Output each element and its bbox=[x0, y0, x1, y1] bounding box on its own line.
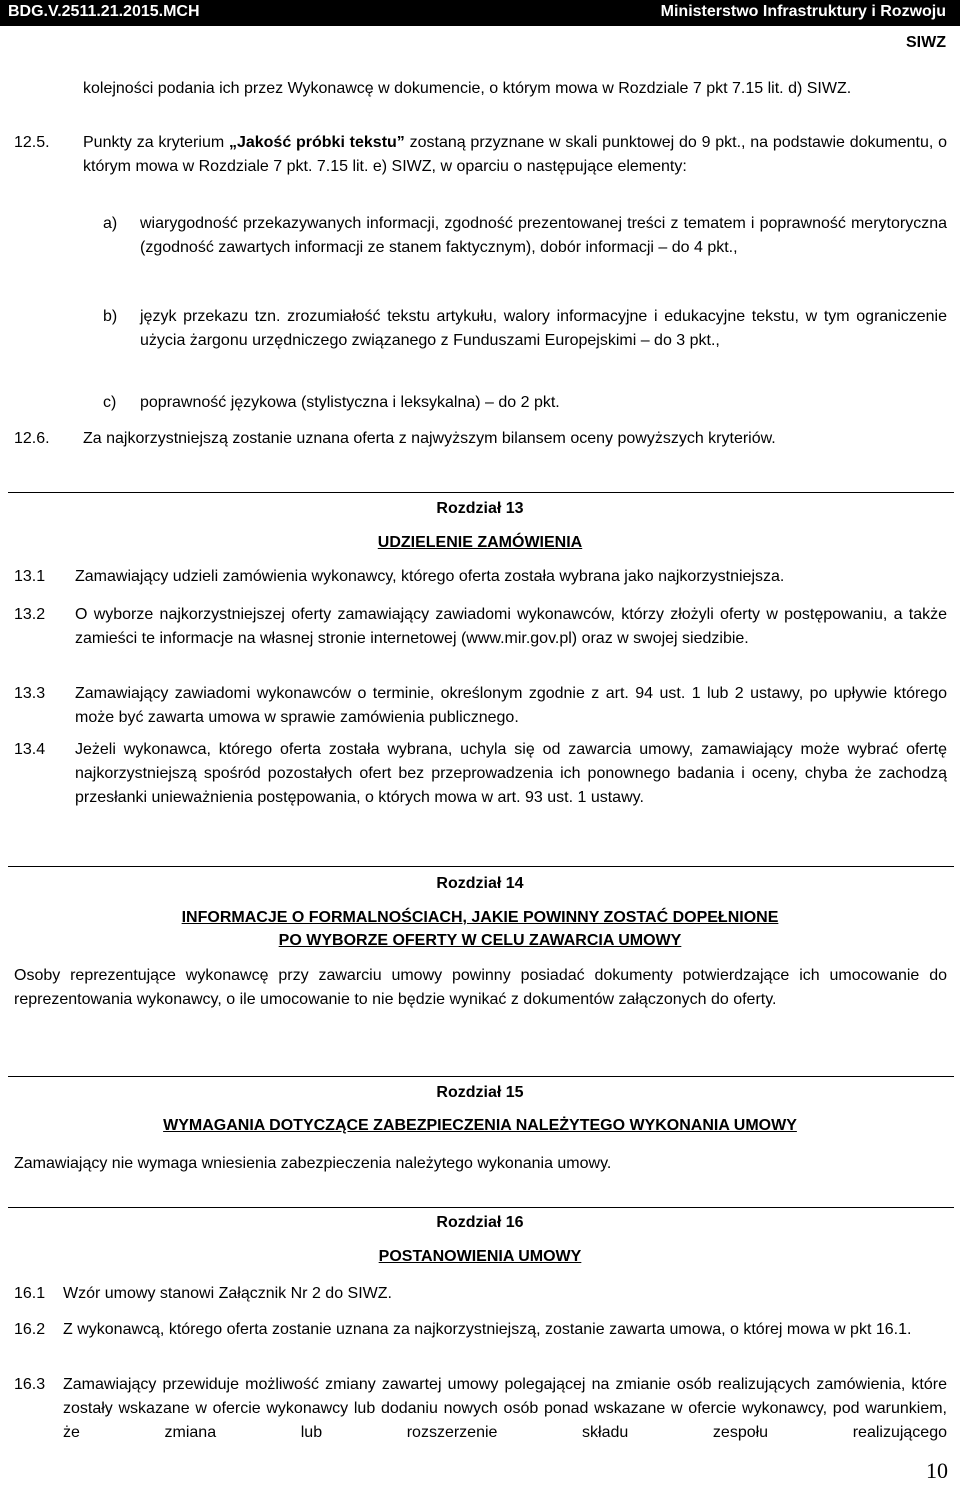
chapter-divider bbox=[8, 492, 954, 493]
item-number: 13.3 bbox=[14, 685, 46, 702]
chapter-14-title-line-1: INFORMACJE O FORMALNOŚCIACH, JAKIE POWINNY ZOSTAĆ DOPEŁNIONE bbox=[181, 909, 779, 926]
chapter-15-title: WYMAGANIA DOTYCZĄCE ZABEZPIECZENIA NALEŻYTEGO WYKONANIA UMOWY bbox=[163, 1117, 797, 1134]
chapter-divider bbox=[8, 1076, 954, 1077]
list-label-c: c) bbox=[103, 394, 117, 411]
chapter-divider bbox=[8, 1207, 954, 1208]
list-item-c: poprawność językowa (stylistyczna i leksykalna) – do 2 pkt. bbox=[140, 394, 560, 411]
document-type: SIWZ bbox=[906, 34, 946, 51]
list-item-b: język przekazu tzn. zrozumiałość tekstu artykułu, walory informacyjne i edukacyjne tekstu, w tym ograniczenie użycia żargonu urzędniczego związanego z Funduszami Europejskimi – do 3 pkt., bbox=[140, 308, 947, 349]
page-header bbox=[0, 0, 960, 26]
chapter-14-title-line-2: PO WYBORZE OFERTY W CELU ZAWARCIA UMOWY bbox=[278, 932, 682, 949]
item-number-12-6: 12.6. bbox=[14, 430, 50, 447]
chapter-16-title: POSTANOWIENIA UMOWY bbox=[378, 1248, 582, 1265]
item-text-13-3: Zamawiający zawiadomi wykonawców o terminie, określonym zgodnie z art. 94 ust. 1 lub 2 ustawy, po upływie którego może być zawarta umowa w sprawie zamówienia publicznego. bbox=[75, 685, 947, 726]
item-text-16-3: Zamawiający przewiduje możliwość zmiany zawartej umowy polegającej na zmianie osób realizujących zamówienia, które zostały wskazane w ofercie wykonawcy lub dodaniu nowych osób ponad wskazane w ofercie wykonawcy, pod warunkiem, że zmiana lub rozszerzenie składu zespołu realizującego bbox=[63, 1376, 947, 1441]
item-number: 13.4 bbox=[14, 741, 46, 758]
chapter-14-body: Osoby reprezentujące wykonawcę przy zawarciu umowy powinny posiadać dokumenty potwierdzające ich umocowanie do reprezentowania wykonawcy, o ile umocowanie to nie będzie wynikać z dokumentów załączonych do oferty. bbox=[14, 967, 947, 1008]
section-12-6-text: Za najkorzystniejszą zostanie uznana oferta z najwyższym bilansem oceny powyższych kryteriów. bbox=[83, 430, 776, 447]
text-run: Punkty za kryterium bbox=[83, 134, 229, 151]
item-number: 13.1 bbox=[14, 568, 46, 585]
ministry-name: Ministerstwo Infrastruktury i Rozwoju bbox=[660, 3, 946, 20]
chapter-16-label: Rozdział 16 bbox=[436, 1214, 524, 1231]
item-text-13-4: Jeżeli wykonawca, którego oferta została wybrana, uchyla się od zawarcia umowy, zamawiający może wybrać ofertę najkorzystniejszą spośród pozostałych ofert bez przeprowadzenia ich ponownego badania i oceny, chyba że zachodzą przesłanki unieważnienia postępowania, o których mowa w art. 93 ust. 1 ustawy. bbox=[75, 741, 947, 806]
item-number: 16.3 bbox=[14, 1376, 46, 1393]
chapter-divider bbox=[8, 866, 954, 867]
criterion-name: „Jakość próbki tekstu” bbox=[228, 134, 405, 151]
section-12-5-text bbox=[83, 131, 947, 179]
list-item-a: wiarygodność przekazywanych informacji, zgodność prezentowanej treści z tematem i poprawność merytoryczna (zgodność zawartych informacji ze stanem faktycznym), dobór informacji – do 4 pkt., bbox=[140, 215, 947, 256]
item-number: 16.1 bbox=[14, 1285, 46, 1302]
section-12-4-continuation: kolejności podania ich przez Wykonawcę w dokumencie, o którym mowa w Rozdziale 7 pkt 7.15 lit. d) SIWZ. bbox=[83, 80, 852, 97]
item-text-16-2: Z wykonawcą, którego oferta zostanie uznana za najkorzystniejszą, zostanie zawarta umowa, o której mowa w pkt 16.1. bbox=[63, 1321, 912, 1338]
page-number: 10 bbox=[926, 1458, 948, 1483]
chapter-13-title: UDZIELENIE ZAMÓWIENIA bbox=[377, 534, 583, 551]
item-text-13-1: Zamawiający udzieli zamówienia wykonawcy, którego oferta została wybrana jako najkorzystniejsza. bbox=[75, 568, 785, 585]
list-label-b: b) bbox=[103, 308, 118, 325]
text-run: zostaną przyznane w skali punktowej do 9 pkt., na podstawie dokumentu, o którym mowa w Rozdziale 7 pkt. 7.15 lit. e) SIWZ, w oparciu o następujące elementy: bbox=[83, 134, 947, 175]
item-number: 16.2 bbox=[14, 1321, 46, 1338]
list-label-a: a) bbox=[103, 215, 118, 232]
document-reference: BDG.V.2511.21.2015.MCH bbox=[8, 3, 200, 20]
chapter-14-label: Rozdział 14 bbox=[436, 875, 524, 892]
item-number: 13.2 bbox=[14, 606, 46, 623]
item-number-12-5: 12.5. bbox=[14, 134, 50, 151]
chapter-13-label: Rozdział 13 bbox=[436, 500, 524, 517]
chapter-15-label: Rozdział 15 bbox=[436, 1084, 524, 1101]
chapter-15-body: Zamawiający nie wymaga wniesienia zabezpieczenia należytego wykonania umowy. bbox=[14, 1155, 612, 1172]
item-text-16-1: Wzór umowy stanowi Załącznik Nr 2 do SIWZ. bbox=[63, 1285, 392, 1302]
item-text-13-2: O wyborze najkorzystniejszej oferty zamawiający zawiadomi wykonawców, którzy złożyli oferty w postępowaniu, a także zamieści te informacje na własnej stronie internetowej (www.mir.gov.pl) oraz w swojej siedzibie. bbox=[75, 606, 947, 647]
